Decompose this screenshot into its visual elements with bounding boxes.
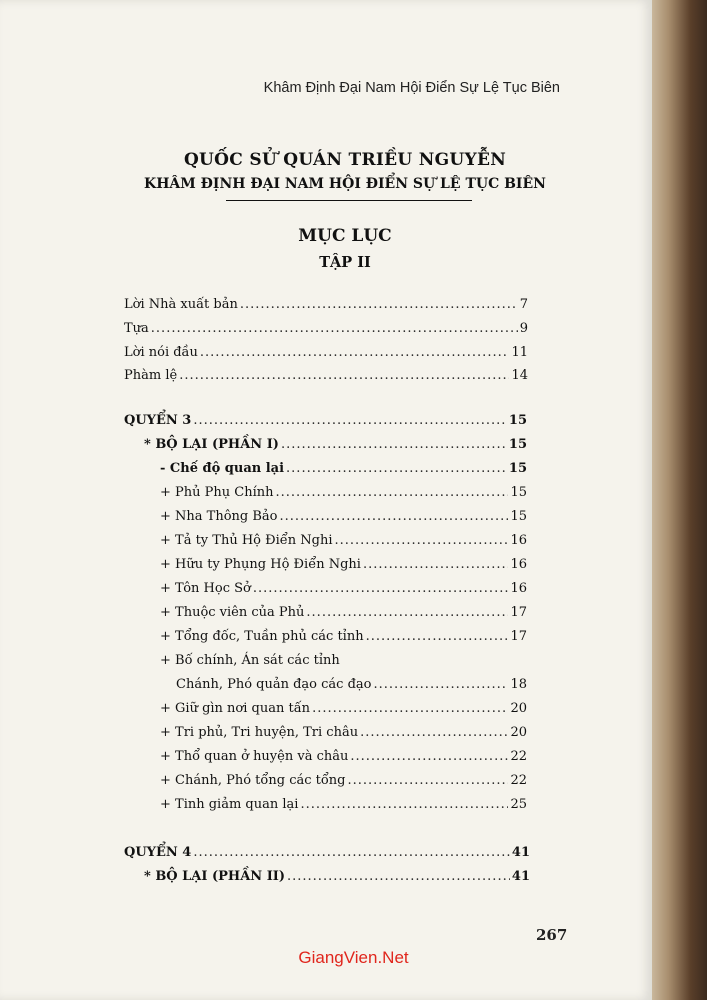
- toc-entry: [160, 485, 527, 503]
- leader-dots: [348, 773, 509, 789]
- toc-entry: [160, 701, 527, 719]
- toc-entry-continuation: Chánh, Phó quản đạo các đạo: [176, 677, 372, 692]
- toc-entry-label: + Giữ gìn nơi quan tấn: [160, 701, 311, 716]
- subsection-label: - Chế độ quan lại: [160, 461, 285, 476]
- toc-entry-label: + Thổ quan ở huyện và châu: [160, 749, 349, 764]
- leader-dots: [253, 581, 509, 597]
- toc-entry: [160, 725, 527, 743]
- toc-entry-page: 16: [510, 557, 527, 572]
- toc-entry-label: + Thuộc viên của Phủ: [160, 605, 305, 620]
- leader-dots: [276, 485, 509, 501]
- toc-entry: [160, 773, 527, 791]
- chapter-label: QUYỂN 3: [124, 413, 192, 428]
- toc-entry: [124, 297, 528, 315]
- toc-subsection: [160, 461, 527, 479]
- toc-entry-page: 20: [510, 725, 527, 740]
- toc-entry: [160, 605, 527, 623]
- toc-entry: [160, 797, 527, 815]
- toc-entry: [124, 368, 528, 386]
- toc-entry-label: + Bố chính, Án sát các tỉnh: [160, 653, 340, 668]
- leader-dots: [363, 557, 509, 573]
- publisher-title: QUỐC SỬ QUÁN TRIỀU NGUYỄN: [183, 150, 507, 170]
- toc-entry-page: 17: [510, 605, 527, 620]
- toc-chapter: [124, 845, 530, 863]
- toc-entry-label: Lời Nhà xuất bản: [124, 297, 238, 312]
- leader-dots: [306, 605, 508, 621]
- toc-entry-page: 15: [510, 485, 527, 500]
- leader-dots: [193, 845, 510, 861]
- toc-section: [144, 437, 527, 455]
- toc-entry-label: Tựa: [124, 321, 149, 336]
- page-number: 267: [536, 926, 568, 944]
- leader-dots: [312, 701, 508, 717]
- volume-label: TẬP II: [319, 254, 371, 271]
- section-label: * BỘ LẠI (PHẦN II): [144, 869, 286, 884]
- toc-entry-page: 22: [510, 749, 527, 764]
- chapter-label: QUYỂN 4: [124, 845, 192, 860]
- chapter-page: 41: [511, 845, 530, 860]
- toc-entry-label: + Tinh giảm quan lại: [160, 797, 299, 812]
- toc-entry: [160, 557, 527, 575]
- toc-entry-label: + Phủ Phụ Chính: [160, 485, 274, 500]
- toc-entry-label: + Tả ty Thủ Hộ Điển Nghi: [160, 533, 333, 548]
- toc-entry-label: + Chánh, Phó tổng các tổng: [160, 773, 346, 788]
- toc-entry: [124, 321, 528, 339]
- section-page: 41: [511, 869, 530, 884]
- toc-title: MỤC LỤC: [298, 226, 392, 246]
- toc-entry-label: + Hữu ty Phụng Hộ Điển Nghi: [160, 557, 361, 572]
- toc-entry: [160, 533, 527, 551]
- toc-entry-label: Phàm lệ: [124, 368, 178, 383]
- toc-entry-page: 25: [510, 797, 527, 812]
- subsection-page: 15: [508, 461, 527, 476]
- leader-dots: [286, 461, 507, 477]
- leader-dots: [360, 725, 508, 741]
- leader-dots: [281, 437, 507, 453]
- leader-dots: [200, 345, 510, 361]
- toc-entry: [160, 749, 527, 767]
- toc-entry-page: 16: [510, 533, 527, 548]
- book-edge: [652, 0, 707, 1000]
- running-head: Khâm Định Đại Nam Hội Điển Sự Lệ Tục Biên: [263, 80, 560, 96]
- toc-entry-page: 17: [510, 629, 527, 644]
- toc-entry-page: 22: [510, 773, 527, 788]
- toc-entry-page: 9: [519, 321, 528, 336]
- leader-dots: [300, 797, 508, 813]
- book-title: KHÂM ĐỊNH ĐẠI NAM HỘI ĐIỂN SỰ LỆ TỤC BIÊN: [144, 176, 546, 192]
- toc-entry-label: + Tổng đốc, Tuần phủ các tỉnh: [160, 629, 364, 644]
- toc-entry-label: + Nha Thông Bảo: [160, 509, 278, 524]
- title-block: [0, 150, 690, 192]
- leader-dots: [279, 509, 508, 525]
- toc-entry: [160, 509, 527, 527]
- toc-entry-page: 14: [511, 368, 528, 383]
- leader-dots: [240, 297, 518, 313]
- toc-entry: [160, 581, 527, 599]
- leader-dots: [287, 869, 510, 885]
- leader-dots: [179, 368, 509, 384]
- title-underline: [226, 200, 472, 201]
- toc-entry: [160, 629, 527, 647]
- toc-entry: [176, 677, 527, 695]
- toc-entry-page: 15: [510, 509, 527, 524]
- toc-entry-page: 16: [510, 581, 527, 596]
- toc-entry-label: + Tôn Học Sở: [160, 581, 251, 596]
- leader-dots: [350, 749, 508, 765]
- toc-entry: [124, 345, 528, 363]
- section-label: * BỘ LẠI (PHẦN I): [144, 437, 279, 452]
- toc-section: [144, 869, 530, 887]
- leader-dots: [193, 413, 507, 429]
- toc-entry-page: 7: [519, 297, 528, 312]
- toc-chapter: [124, 413, 527, 431]
- toc-entry-label: + Tri phủ, Tri huyện, Tri châu: [160, 725, 359, 740]
- watermark: GiangVien.Net: [298, 948, 409, 967]
- toc-entry-page: 11: [511, 345, 528, 360]
- chapter-page: 15: [508, 413, 527, 428]
- leader-dots: [366, 629, 509, 645]
- section-page: 15: [508, 437, 527, 452]
- toc-entry-label: Lời nói đầu: [124, 345, 198, 360]
- toc-heading: [0, 226, 690, 271]
- toc-entry-page: 18: [510, 677, 527, 692]
- leader-dots: [151, 321, 518, 337]
- leader-dots: [373, 677, 508, 693]
- toc-entry-page: 20: [510, 701, 527, 716]
- leader-dots: [335, 533, 509, 549]
